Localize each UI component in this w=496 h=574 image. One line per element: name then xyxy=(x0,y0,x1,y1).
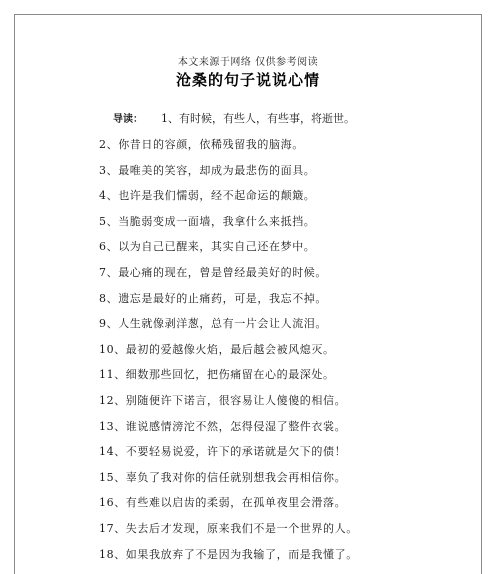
intro-label: 导读： xyxy=(113,114,143,125)
intro-row xyxy=(113,110,355,126)
quote-line: 15、辜负了我对你的信任就别想我会再相信你。 xyxy=(99,470,347,484)
quote-line: 12、别随便许下诺言，很容易让人傻傻的相信。 xyxy=(99,393,347,407)
quote-line: 3、最唯美的笑容，却成为最悲伤的面具。 xyxy=(99,163,316,177)
quote-line: 13、谁说感情滂沱不然，怎得侵湿了整件衣裳。 xyxy=(99,419,347,433)
quote-line: 5、当脆弱变成一面墙，我拿什么来抵挡。 xyxy=(99,214,316,228)
document-title: 沧桑的句子说说心情 xyxy=(175,71,320,89)
quote-line: 10、最初的爱越像火焰，最后越会被风熄灭。 xyxy=(99,342,335,356)
quote-line: 4、也许是我们懦弱，经不起命运的颠簸。 xyxy=(99,189,316,203)
source-note: 本文来源于网络 仅供参考阅读 xyxy=(177,57,319,68)
quote-line: 17、失去后才发现，原来我们不是一个世界的人。 xyxy=(99,521,358,535)
quote-line: 2、你昔日的容颜，依稀残留我的脑海。 xyxy=(99,138,304,151)
quote-line: 9、人生就像剥洋葱，总有一片会让人流泪。 xyxy=(99,317,327,331)
document-page xyxy=(14,14,482,574)
quote-line: 7、最心痛的现在，曾是曾经最美好的时候。 xyxy=(99,265,327,279)
quote-line: 18、如果我放弃了不是因为我输了，而是我懂了。 xyxy=(99,547,358,561)
quote-line: 1、有时候，有些人，有些事，将逝世。 xyxy=(161,112,355,125)
quote-line: 6、以为自己已醒来，其实自己还在梦中。 xyxy=(99,240,316,254)
quote-line: 16、有些难以启齿的柔弱，在孤单夜里会滑落。 xyxy=(99,496,347,510)
quote-list xyxy=(99,138,358,573)
quote-line: 8、遗忘是最好的止痛药，可是，我忘不掉。 xyxy=(99,291,327,305)
quote-line: 14、不要轻易说爱，许下的承诺就是欠下的债！ xyxy=(99,445,347,459)
quote-line: 11、细数那些回忆，把伤痛留在心的最深处。 xyxy=(99,368,335,382)
